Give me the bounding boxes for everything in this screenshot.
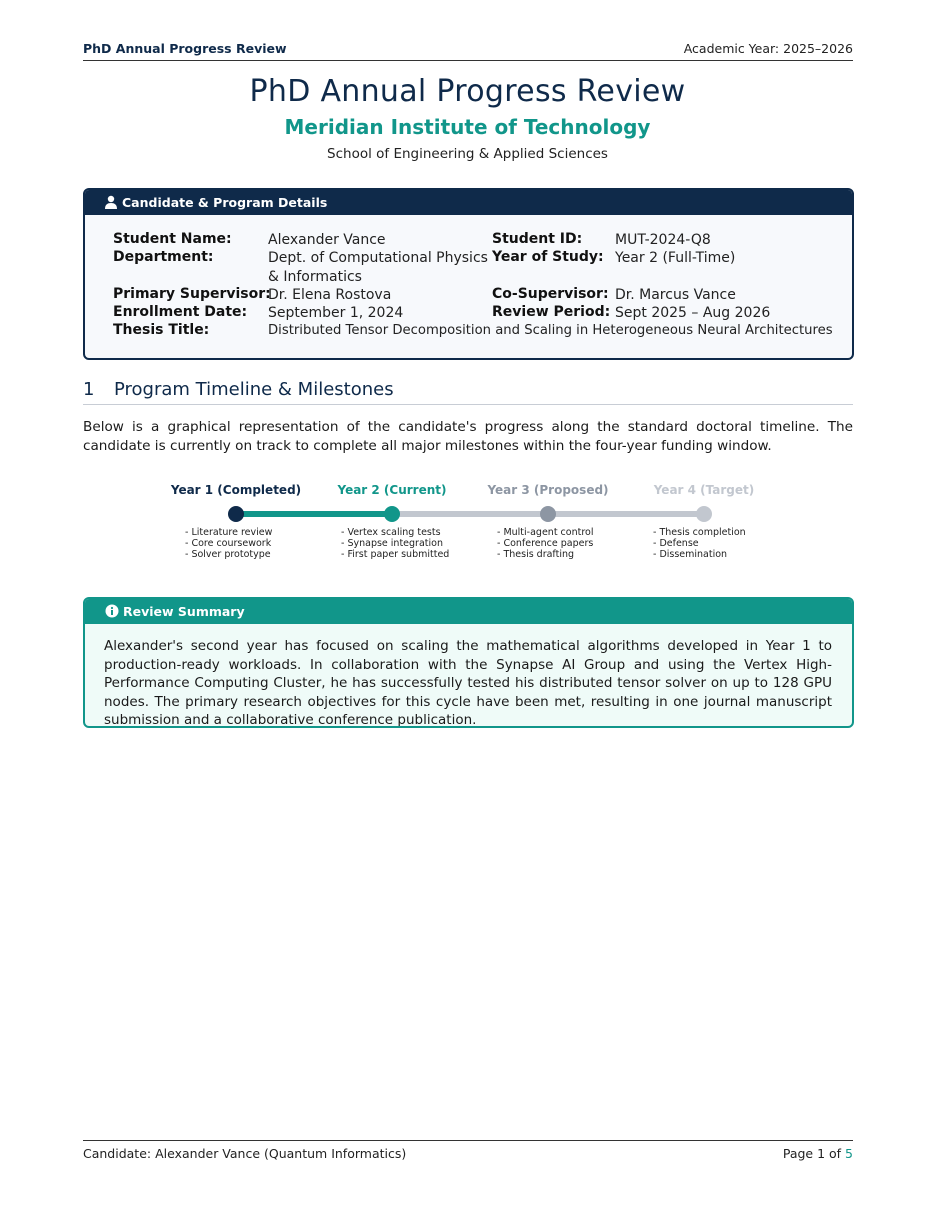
timeline-node-year-3 <box>540 506 556 522</box>
review-period-value: Sept 2025 – Aug 2026 <box>615 305 771 321</box>
milestone-item: - Literature review <box>185 527 273 538</box>
timeline-milestones-year-1 <box>185 527 272 560</box>
year-of-study-label: Year of Study: <box>492 249 604 265</box>
milestone-item: - Dissemination <box>653 549 728 560</box>
timeline-node-year-4 <box>696 506 712 522</box>
section-paragraph: Below is a graphical representation of the candidate's progress along the standard doctoral timeline. The candidate is currently on track to complete all major milestones within the four-year funding window. <box>83 419 853 454</box>
section-number: 1 <box>83 379 95 400</box>
timeline-year-label: Year 3 (Proposed) <box>487 483 609 497</box>
review-summary-box <box>83 597 854 728</box>
timeline-year-label: Year 1 (Completed) <box>170 483 302 497</box>
co-supervisor-value: Dr. Marcus Vance <box>615 287 736 303</box>
student-id-label: Student ID: <box>492 231 583 247</box>
page-number <box>783 1146 853 1161</box>
section-heading <box>83 379 853 405</box>
review-summary-title: Review Summary <box>123 604 245 619</box>
timeline-node-year-1 <box>228 506 244 522</box>
department-label: Department: <box>113 249 214 265</box>
milestone-item: - Vertex scaling tests <box>341 527 441 538</box>
co-supervisor-label: Co-Supervisor: <box>492 286 609 302</box>
milestone-item: - Multi-agent control <box>497 527 594 538</box>
enrollment-date-label: Enrollment Date: <box>113 304 248 320</box>
thesis-title-value: Distributed Tensor Decomposition and Scaling in Heterogeneous Neural Architectures <box>268 323 833 338</box>
running-footer-candidate: Candidate: Alexander Vance (Quantum Informatics) <box>83 1146 407 1161</box>
milestone-item: - Thesis completion <box>653 527 746 538</box>
candidate-details-title: Candidate & Program Details <box>122 195 328 210</box>
department-value-line1: Dept. of Computational Physics <box>268 250 488 266</box>
primary-supervisor-value: Dr. Elena Rostova <box>268 287 392 303</box>
thesis-title-label: Thesis Title: <box>113 322 210 338</box>
running-footer <box>83 1140 853 1163</box>
milestone-item: - Solver prototype <box>185 549 271 560</box>
year-of-study-value: Year 2 (Full-Time) <box>615 250 736 266</box>
primary-supervisor-label: Primary Supervisor: <box>113 286 271 302</box>
student-id-value: MUT-2024-Q8 <box>615 232 711 248</box>
milestone-item: - First paper submitted <box>341 549 450 560</box>
timeline-node-year-2 <box>384 506 400 522</box>
running-header-left: PhD Annual Progress Review <box>83 41 287 56</box>
candidate-details-header <box>85 190 852 215</box>
user-icon <box>104 195 118 209</box>
page-total-link[interactable]: 5 <box>845 1146 853 1161</box>
review-summary-header <box>85 599 852 624</box>
enrollment-date-value: September 1, 2024 <box>268 305 404 321</box>
milestone-item: - Defense <box>653 538 699 549</box>
candidate-details-box <box>83 188 854 360</box>
department-value-line2: & Informatics <box>268 269 362 285</box>
timeline-milestones-year-3 <box>497 527 594 560</box>
milestone-item: - Thesis drafting <box>497 549 575 560</box>
running-header-right: Academic Year: 2025–2026 <box>683 41 853 56</box>
student-name-value: Alexander Vance <box>268 232 386 248</box>
running-header <box>83 41 853 61</box>
timeline-year-label: Year 4 (Target) <box>653 483 755 497</box>
milestone-item: - Synapse integration <box>341 538 443 549</box>
document-title: PhD Annual Progress Review <box>249 74 686 109</box>
info-icon <box>105 604 119 618</box>
section-title: Program Timeline & Milestones <box>114 379 394 400</box>
timeline-milestones-year-4 <box>653 527 746 560</box>
milestone-item: - Conference papers <box>497 538 594 549</box>
milestone-item: - Core coursework <box>185 538 272 549</box>
timeline-segment-completed <box>236 511 392 517</box>
timeline-milestones-year-2 <box>341 527 449 560</box>
school-name: School of Engineering & Applied Sciences <box>327 146 608 162</box>
review-period-label: Review Period: <box>492 304 611 320</box>
page-number-prefix: Page 1 of <box>782 1146 846 1161</box>
institute-name: Meridian Institute of Technology <box>284 115 651 139</box>
timeline-year-label: Year 2 (Current) <box>337 483 447 497</box>
review-summary-text: Alexander's second year has focused on scaling the mathematical algorithms developed in Year 1 to production-ready workloads. In collaboration with the Synapse AI Group and using the Vertex High-Performance Computing Cluster, he has successfully tested his distributed tensor solver on up to 128 GPU nodes. The primary research objectives for this cycle have been met, resulting in one journal manuscript submission and a collaborative conference publication. <box>104 638 832 728</box>
student-name-label: Student Name: <box>113 231 232 247</box>
